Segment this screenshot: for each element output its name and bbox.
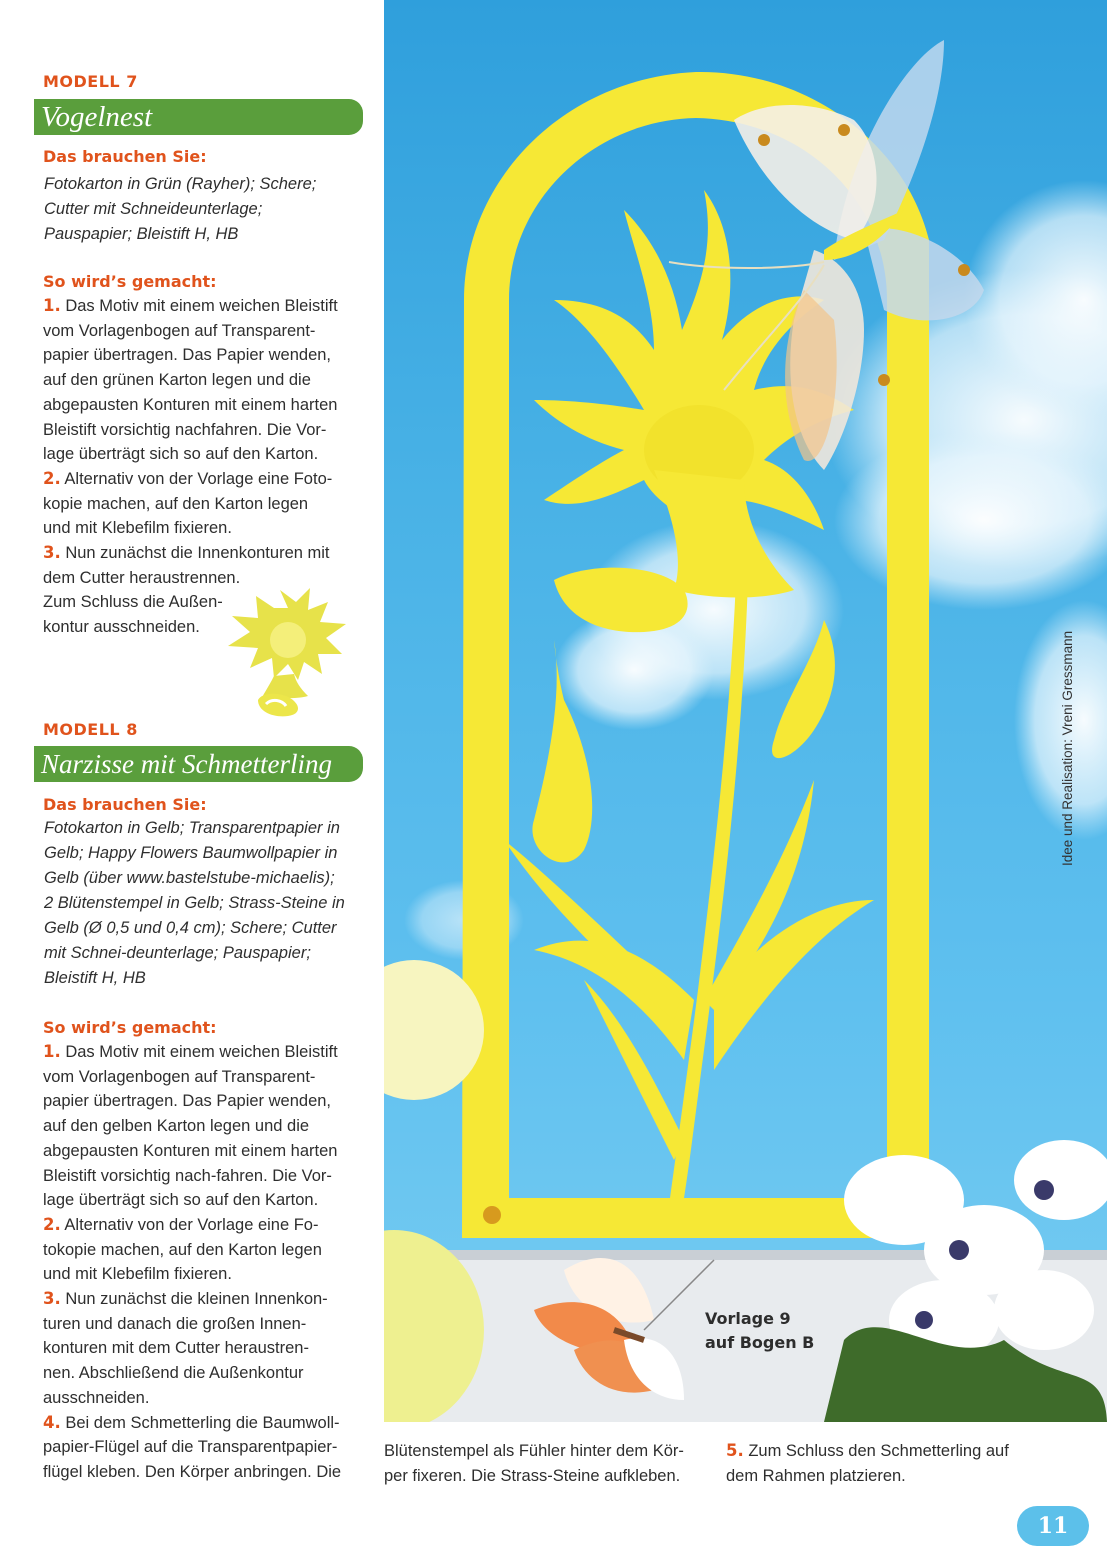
step-line: dem Cutter heraustrennen.	[43, 568, 241, 587]
step-line: und mit Klebefilm fixieren.	[43, 1265, 232, 1284]
step-line: papier-Flügel auf die Transparentpapier-	[43, 1438, 338, 1457]
step-line: vom Vorlagenbogen auf Transparent-	[43, 1067, 316, 1086]
modell-8-label: MODELL 8	[43, 720, 138, 739]
step-4-continued: Blütenstempel als Fühler hinter dem Kör- per fixeren. Die Strass-Steine aufkleben.	[384, 1442, 684, 1485]
step-line: ausschneiden.	[43, 1388, 150, 1407]
step-line: flügel kleben. Den Körper anbringen. Die	[43, 1462, 342, 1481]
step-line: lage überträgt sich so auf den Karton.	[43, 1191, 319, 1210]
modell-8-materials-heading: Das brauchen Sie:	[43, 795, 207, 814]
material-line: 2 Blütenstempel in Gelb; Strass-Steine in	[44, 894, 345, 912]
step-line: 4. Bei dem Schmetterling die Baumwoll-	[43, 1412, 340, 1432]
photo-credit: Idee und Realisation: Vreni Gressmann	[1060, 630, 1075, 866]
step-line: 1. Das Motiv mit einem weichen Bleistift	[43, 296, 338, 315]
modell-7-materials-heading: Das brauchen Sie:	[43, 147, 207, 166]
step-line: 3. Nun zunächst die Innenkonturen mit	[43, 543, 330, 563]
step-line: lage überträgt sich so auf den Karton.	[43, 445, 319, 464]
modell-8-title-banner: Narzisse mit Schmetterling	[34, 746, 363, 782]
modell-8-steps-heading: So wird’s gemacht:	[43, 1018, 217, 1037]
modell-8-steps	[43, 1040, 341, 1485]
step-line: nen. Abschließend die Außenkontur	[43, 1364, 304, 1383]
step-line: turen und danach die großen Innen-	[43, 1314, 307, 1333]
material-line: Cutter mit Schneideunterlage;	[44, 200, 263, 218]
step-line: tokopie machen, auf den Karton legen	[43, 1240, 322, 1259]
step-line: kontur ausschneiden.	[43, 618, 200, 637]
step-line: papier übertragen. Das Papier wenden,	[43, 1092, 332, 1111]
step-line: auf den grünen Karton legen und die	[43, 371, 311, 390]
page-number: 11	[1017, 1506, 1089, 1546]
step-line: kopie machen, auf den Karton legen	[43, 494, 309, 513]
modell-8-materials	[44, 816, 369, 991]
step-line: abgepausten Konturen mit einem harten	[43, 1141, 338, 1160]
modell-7-steps-heading: So wird’s gemacht:	[43, 272, 217, 291]
step-line: Bleistift vorsichtig nach-fahren. Die Vor-	[43, 1166, 332, 1185]
step-5: 5. Zum Schluss den Schmetterling auf dem Rahmen platzieren.	[726, 1441, 1009, 1485]
material-line: Gelb (Ø 0,5 und 0,4 cm); Schere; Cutter	[44, 919, 337, 937]
modell-7-materials	[44, 172, 369, 247]
green-flower-template-icon	[218, 588, 353, 728]
material-line: Fotokarton in Grün (Rayher); Schere;	[44, 175, 317, 193]
material-line: Gelb; Happy Flowers Baumwollpapier in	[44, 844, 338, 862]
step-line: Bleistift vorsichtig nachfahren. Die Vor-	[43, 420, 327, 439]
step-line: abgepausten Konturen mit einem harten	[43, 395, 338, 414]
material-line: Gelb (über www.bastelstube-michaelis);	[44, 869, 335, 887]
template-reference: Vorlage 9 auf Bogen B	[705, 1309, 815, 1352]
step-line: 2. Alternativ von der Vorlage eine Foto-	[43, 468, 333, 488]
step-line: 1. Das Motiv mit einem weichen Bleistift	[43, 1042, 338, 1061]
step-line: 2. Alternativ von der Vorlage eine Fo-	[43, 1214, 319, 1234]
modell-7-label: MODELL 7	[43, 72, 138, 91]
step-line: auf den gelben Karton legen und die	[43, 1117, 310, 1136]
step-line: und mit Klebefilm fixieren.	[43, 519, 232, 538]
material-line: Fotokarton in Gelb; Transparentpapier in	[44, 819, 340, 837]
step-line: vom Vorlagenbogen auf Transparent-	[43, 321, 316, 340]
material-line: Bleistift H, HB	[44, 969, 146, 987]
step-line: Zum Schluss die Außen-	[43, 593, 223, 612]
step-line: konturen mit dem Cutter heraustren-	[43, 1339, 309, 1358]
step-line: 3. Nun zunächst die kleinen Innenkon-	[43, 1289, 328, 1309]
material-line: Pauspapier; Bleistift H, HB	[44, 225, 239, 243]
rhinestone	[483, 1206, 501, 1224]
narcissus-photo	[384, 0, 1107, 1422]
step-line: papier übertragen. Das Papier wenden,	[43, 346, 332, 365]
modell-7-title-banner: Vogelnest	[34, 99, 363, 135]
material-line: mit Schnei-deunterlage; Pauspapier;	[44, 944, 311, 962]
